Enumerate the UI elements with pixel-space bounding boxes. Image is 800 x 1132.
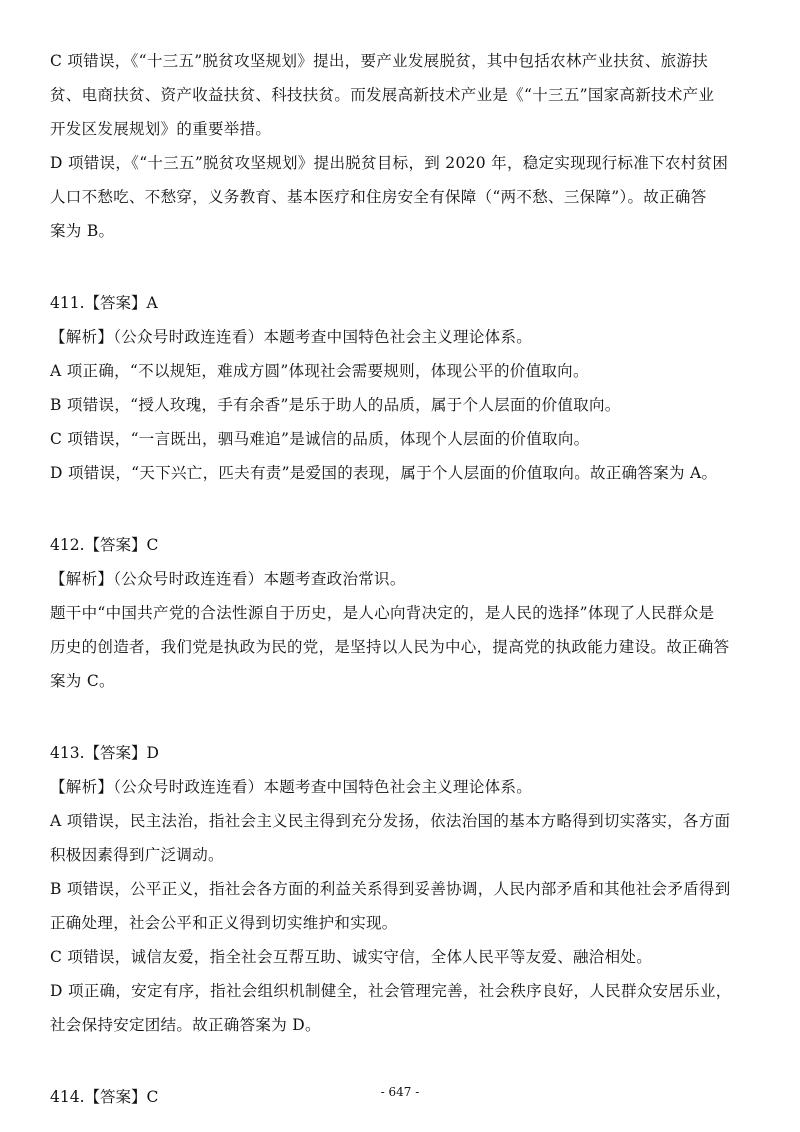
spacer	[50, 248, 750, 286]
text-line: 正确处理，社会公平和正义得到切实维护和实现。	[50, 914, 398, 932]
text-line: D 项正确，安定有序，指社会组织机制健全，社会管理完善，社会秩序良好，人民群众安居乐业，	[50, 982, 732, 1000]
text-line: 题干中“中国共产党的合法性源自于历史，是人心向背决定的，是人民的选择”体现了人民群众是	[50, 604, 715, 622]
text-line: 【解析】（公众号时政连连看）本题考查政治常识。	[50, 570, 406, 588]
text-line: D 项错误，《“十三五”脱贫攻坚规划》提出脱贫目标，到 2020 年，稳定实现现行标准下农村贫困	[50, 154, 729, 172]
answer-header: 412.【答案】C	[50, 536, 159, 554]
spacer	[50, 698, 750, 736]
text-line: C 项错误，诚信友爱，指全社会互帮互助、诚实守信，全体人民平等友爱、融洽相处。	[50, 948, 652, 966]
text-line: 【解析】（公众号时政连连看）本题考查中国特色社会主义理论体系。	[50, 778, 533, 796]
text-line: 贫、电商扶贫、资产收益扶贫、科技扶贫。而发展高新技术产业是《“十三五”国家高新技术产业	[50, 86, 715, 104]
text-line: B 项错误，“授人玫瑰，手有余香”是乐于助人的品质，属于个人层面的价值取向。	[50, 396, 621, 414]
text-line: 人口不愁吃、不愁穿，义务教育、基本医疗和住房安全有保障（“两不愁、三保障”）。故正确答	[50, 188, 707, 206]
question-412	[50, 528, 750, 698]
text-line: 案为 B。	[50, 222, 115, 240]
page-content	[50, 44, 750, 1114]
question-413	[50, 736, 750, 1042]
text-line: 开发区发展规划》的重要举措。	[50, 120, 272, 138]
text-line: D 项错误，“天下兴亡，匹夫有责”是爱国的表现，属于个人层面的价值取向。故正确答案为 A。	[50, 464, 718, 482]
answer-header: 414.【答案】C	[50, 1088, 159, 1106]
continuation-block	[50, 44, 750, 248]
text-line: 历史的创造者，我们党是执政为民的党，是坚持以人民为中心，提高党的执政能力建设。故正确答	[50, 638, 730, 656]
page-number: - 647 -	[380, 1085, 420, 1099]
text-line: A 项错误，民主法治，指社会主义民主得到充分发扬，依法治国的基本方略得到切实落实，各方面	[50, 812, 731, 830]
text-line: 社会保持安定团结。故正确答案为 D。	[50, 1016, 321, 1034]
text-line: B 项错误，公平正义，指社会各方面的利益关系得到妥善协调，人民内部矛盾和其他社会矛盾得到	[50, 880, 731, 898]
text-line: 案为 C。	[50, 672, 115, 690]
question-411	[50, 286, 750, 490]
text-line: C 项错误，《“十三五”脱贫攻坚规划》提出，要产业发展脱贫，其中包括农林产业扶贫、旅游扶	[50, 52, 709, 70]
text-line: 【解析】（公众号时政连连看）本题考查中国特色社会主义理论体系。	[50, 328, 533, 346]
answer-header: 413.【答案】D	[50, 744, 159, 762]
text-line: C 项错误，“一言既出，驷马难追”是诚信的品质，体现个人层面的价值取向。	[50, 430, 590, 448]
text-line: A 项正确，“不以规矩，难成方圆”体现社会需要规则，体现公平的价值取向。	[50, 362, 589, 380]
answer-header: 411.【答案】A	[50, 294, 158, 312]
spacer	[50, 490, 750, 528]
text-line: 积极因素得到广泛调动。	[50, 846, 224, 864]
spacer	[50, 1042, 750, 1080]
